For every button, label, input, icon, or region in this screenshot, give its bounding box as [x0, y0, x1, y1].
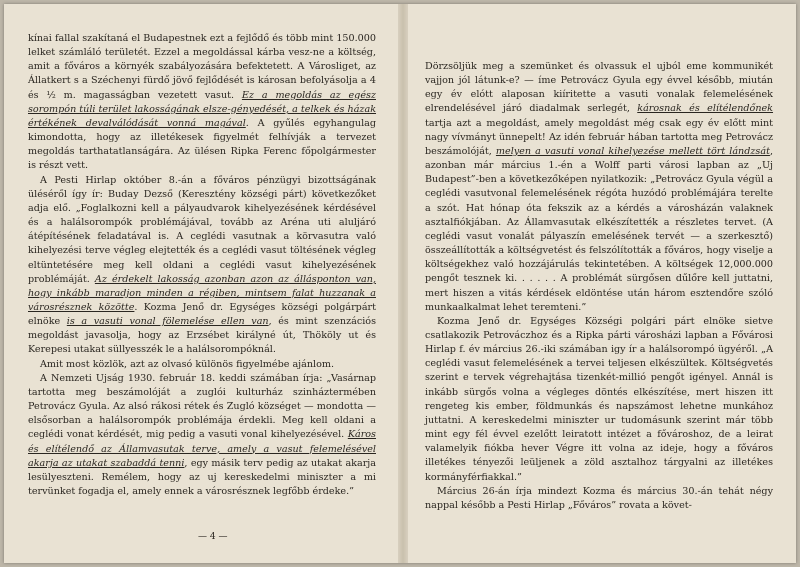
left-page: [28, 32, 376, 499]
text-run: , és mint szenzációs megoldást javasolja, hogy az Erzsébet királyné út, Thököly ut és Kerepesi utakat süllyesszék le a halálsorompóknál.: [28, 316, 376, 356]
text-run: Március 26-án írja mindezt Kozma és március 30.-án tehát négy nappal később a Pesti Hirlap „Főváros” rovata a követ-: [425, 485, 773, 511]
underlined-passage: melyen a vasuti vonal kihelyezése mellett tört lándzsát: [495, 145, 770, 157]
page-fold: [398, 4, 408, 563]
text-run: Amit most közlök, azt az olvasó különös figyelmébe ajánlom.: [40, 358, 335, 370]
left-paragraph: [28, 174, 376, 358]
right-page: [425, 60, 773, 513]
underlined-passage: is a vasuti vonal fölemelése ellen van: [66, 316, 269, 328]
text-run: tartja azt a megoldást, amely megoldást még csak egy év előtt mint nagy vívmányt ünnepelt! Az idén február hában tartotta meg Petrovácz beszámolóját,: [425, 117, 773, 157]
text-run: kínai fallal szakítaná el Budapestnek ezt a fejlődő és több mint 150.000 lelket számláló területét. Ezzel a megoldással kárba vesz-ne a költség, amit a főváros a környék szabályozására befektetett. A Városliget, az Állatkert s a Széchenyi fürdő jövő fejlődését is károsan befolyásolja a 4 és ½ m. magasságban vezetett vasut.: [28, 33, 376, 101]
underlined-passage: Ez a megoldás az egész sorompón túli terület lakosságának elsze-gényedését, a telkek és házak értékének devalválódását vonná magával: [28, 89, 377, 129]
right-paragraph: [425, 485, 773, 513]
text-run: Kozma Jenő dr. Egységes Községi polgári párt elnöke sietve csatlakozik Petrováczhoz és a Ripka párti városházi lapban a Fővárosi Hirlap f. év március 26.-iki számában igy ír a halálsorompó ügyéről. „A ceglédi vasut felemelésének a tervei teljesen elkészültek. Költségvetés szerint e tervek végrehajtása tizenkét-millió pengőt igényel. Annál is inkább sürgős volna a végleges döntés elkészítése, mert hiszen itt rengeteg kis ember, földmunkás és napszámost lehetne munkához juttatni. A kereskedelmi miniszter ur tudomásunk szerint már több mint egy fél évvel ezelőtt leiratott intézet a fővároshoz, de a leirat valamelyik fiókba hever Végre itt volna az ideje, hogy a főváros illetékes tényezői leüljenek a zöld asztalhoz tárgyalni az illetékes kormányférfiakkal.”: [425, 315, 773, 483]
underlined-passage: Káros és elítélendő az Államvasutak terve, amely a vasut felemelésével akarja az utakat szabaddá tenni: [28, 429, 376, 469]
left-paragraph: [28, 358, 376, 372]
text-run: , azonban már március 1.-én a Wolff parti városi lapban az „Uj Budapest”-ben a következőképen nyilatkozik: „Petrovácz Gyula végül a ceglédi vasutvonal felemelésének régóta huzódó problémájára terelte a szót. Hat hónap óta fekszik az a kérdés a városházán valaknek asztalfiókjában. Az Államvasutak elkészítették a részletes tervet. (A ceglédi vasut vonalát pályaszín emelésének tervét — a szerkesztő) összeállították a költségvetést és felszólították a főváros, hogy viselje a költségekhez való hozzájárulás tekintetében. A költségek 12,000.000 pengőt tesznek ki. . . . . . A problémát sürgősen dűlőre kell juttatni, mert hiszen a vitás kérdések eldöntése után három esztendőre szóló munkaalkalmat lehet teremteni.”: [425, 145, 773, 313]
text-run: . Kozma Jenő dr. Egységes községi polgárpárt elnöke: [28, 301, 376, 328]
right-paragraph: [425, 315, 773, 485]
right-paragraph: [425, 60, 773, 315]
text-run: A Nemzeti Ujság 1930. február 18. keddi számában írja: „Vasárnap tartotta meg beszámolóját a zuglói kulturház szinháztermében Petrovácz Gyula. Az alsó rákosi rétek és Zugló községet — mondotta — elsősorban a halálsorompók problémája érdekli. Meg kell oldani a ceglédi vonat kérdését, mig pedig a vasuti vonal kihelyezésével.: [28, 372, 376, 441]
page-number: — 4 —: [198, 532, 228, 542]
underlined-passage: Az érdekelt lakosság azonban azon az állásponton van, hogy inkább maradjon minden a régiben, mintsem falat huzzanak a városrésznek közötte: [28, 273, 376, 313]
left-paragraph: [28, 32, 376, 174]
text-run: A Pesti Hirlap október 8.-án a főváros pénzügyi bizottságának üléséről így ír: Buday Dezső (Keresztény községi párt) következőket adja elő. „Foglalkozni kell a pályaudvarok kihelyezésének kérdésével és a halálsorompók problémájával, tovább az Aréna uti aluljáró átépítésének feladatával is. A ceglédi vasutnak a körvasutra való kihelyezési terve végleg elejtették és a ceglédi vasut töltésének végleg eltüntetésére meg kell oldani a ceglédi vasut kihelyezésének problémáját.: [28, 174, 376, 285]
left-paragraph: [28, 372, 376, 499]
text-run: Dörzsöljük meg a szemünket és olvassuk el ujból eme kommunikét vajjon jól látunk-e? — íme Petrovácz Gyula egy évvel később, miután egy év elótt alaposan kiíritette a vasuti vonalak felemelésének elrendelésével járó diadalmak serlegét,: [425, 61, 773, 115]
underlined-passage: károsnak és elítélendőnek: [637, 103, 774, 115]
text-run: . A gyűlés egyhangulag kimondotta, hogy az illetékesek figyelmét felhívják a tervezet megoldás tarthatatlanságára. Az ülésen Ripka Ferenc főpolgármester is részt vett.: [28, 117, 376, 172]
text-run: , egy másik terv pedig az utakat akarja lesülyeszteni. Remélem, hogy az uj kereskedelmi miniszter a mi tervünket fogadja el, amely ennek a városrésznek legfőbb érdeke.”: [28, 457, 376, 497]
